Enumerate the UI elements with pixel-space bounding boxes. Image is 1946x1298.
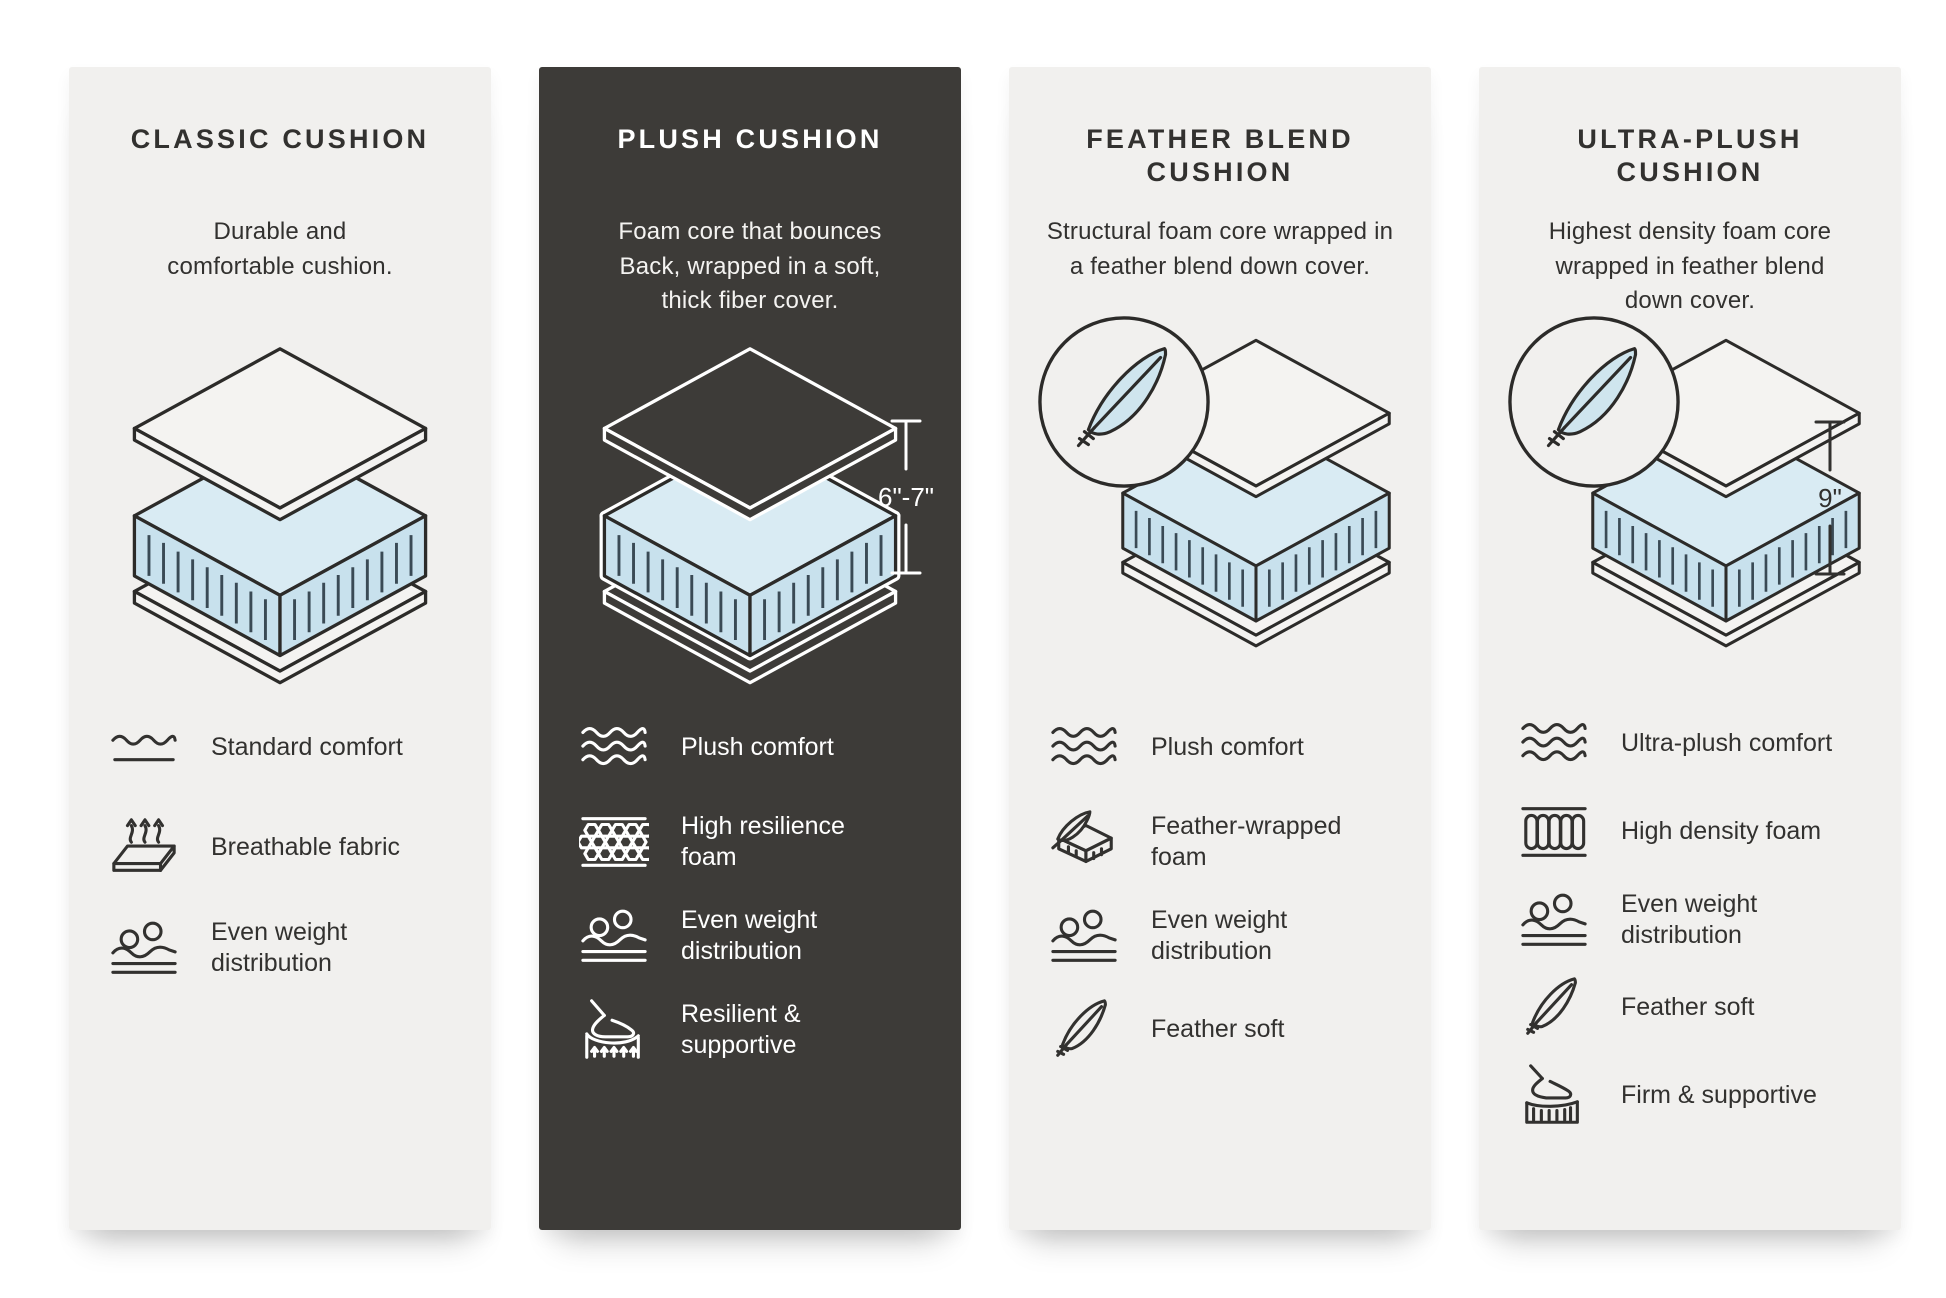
feature-row bbox=[577, 995, 961, 1065]
feature-row bbox=[1517, 709, 1901, 779]
even-weight-icon bbox=[1047, 901, 1121, 971]
card-ultra-plush-cushion bbox=[1479, 67, 1901, 1230]
feature-label: Ultra-plush comfort bbox=[1621, 729, 1833, 758]
feather-badge-icon bbox=[1035, 313, 1213, 491]
card-description: Structural foam core wrapped in a feather blend down cover. bbox=[1046, 218, 1394, 280]
breathable-fabric-icon bbox=[107, 813, 181, 883]
wave-comfort-icon bbox=[1517, 709, 1591, 779]
wave-comfort-icon bbox=[107, 713, 181, 783]
measure-label: 6"-7" bbox=[877, 482, 935, 512]
honeycomb-foam-icon bbox=[577, 807, 651, 877]
feature-label: Feather-wrapped foam bbox=[1151, 811, 1342, 871]
card-description: Highest density foam core wrapped in feather blend down cover. bbox=[1548, 218, 1832, 315]
feature-label: Even weight distribution bbox=[681, 905, 818, 965]
even-weight-icon bbox=[1517, 885, 1591, 955]
feature-row bbox=[1047, 995, 1431, 1065]
title-line: CUSHION bbox=[1146, 156, 1294, 187]
feather-badge-icon bbox=[1505, 313, 1683, 491]
card-classic-cushion bbox=[69, 67, 491, 1230]
feature-label: Feather soft bbox=[1151, 1015, 1285, 1044]
feature-list bbox=[1009, 713, 1431, 1065]
wave-comfort-icon bbox=[577, 713, 651, 783]
card-title bbox=[1009, 123, 1431, 193]
firm-support-icon bbox=[1517, 1061, 1591, 1131]
card-header bbox=[1009, 67, 1431, 317]
measure-label: 9" bbox=[1818, 483, 1842, 513]
card-description: Foam core that bounces Back, wrapped in a soft, thick fiber cover. bbox=[618, 218, 882, 315]
feature-label: Plush comfort bbox=[1151, 733, 1304, 762]
feature-label: Feather soft bbox=[1621, 993, 1755, 1022]
even-weight-icon bbox=[107, 913, 181, 983]
resilient-support-icon bbox=[577, 995, 651, 1065]
feature-row bbox=[577, 807, 961, 877]
card-header bbox=[539, 67, 961, 317]
card-header bbox=[69, 67, 491, 317]
cushion-diagram bbox=[1479, 317, 1901, 667]
card-plush-cushion bbox=[539, 67, 961, 1230]
feature-row bbox=[1517, 797, 1901, 867]
feature-row bbox=[1047, 713, 1431, 783]
title-line: ULTRA-PLUSH bbox=[1577, 124, 1803, 154]
feature-row bbox=[107, 813, 491, 883]
feature-label: Breathable fabric bbox=[211, 833, 401, 862]
even-weight-icon bbox=[577, 901, 651, 971]
feature-label: Even weight distribution bbox=[211, 917, 348, 977]
feature-list bbox=[1479, 709, 1901, 1131]
title-line: CUSHION bbox=[1616, 156, 1764, 187]
feather-icon bbox=[1047, 995, 1121, 1065]
feature-row bbox=[577, 713, 961, 783]
feature-list bbox=[539, 713, 961, 1065]
card-description: Durable and comfortable cushion. bbox=[167, 218, 393, 280]
feature-label: Standard comfort bbox=[211, 733, 403, 762]
feature-row bbox=[107, 913, 491, 983]
cushion-diagram bbox=[1009, 317, 1431, 667]
cushion-diagram bbox=[69, 317, 491, 667]
feature-row bbox=[1517, 973, 1901, 1043]
height-measure bbox=[1807, 418, 1853, 583]
card-title bbox=[539, 123, 961, 193]
feature-row bbox=[107, 713, 491, 783]
feature-label: High resilience foam bbox=[681, 811, 845, 871]
feather-wrapped-foam-icon bbox=[1047, 807, 1121, 877]
foam-capsules-icon bbox=[1517, 797, 1591, 867]
cushion-layers-diagram bbox=[585, 343, 915, 685]
feather-icon bbox=[1517, 973, 1591, 1043]
feature-row bbox=[1517, 1061, 1901, 1131]
feature-label: Resilient & supportive bbox=[681, 999, 801, 1059]
feature-list bbox=[69, 713, 491, 983]
title-line: FEATHER BLEND bbox=[1086, 124, 1354, 154]
title-line: CLASSIC CUSHION bbox=[130, 124, 430, 154]
cushion-diagram bbox=[539, 317, 961, 667]
card-feather-blend-cushion bbox=[1009, 67, 1431, 1230]
feature-label: Even weight distribution bbox=[1151, 905, 1288, 965]
card-header bbox=[1479, 67, 1901, 317]
feature-label: Plush comfort bbox=[681, 733, 834, 762]
cushion-layers-diagram bbox=[115, 343, 445, 685]
feature-row bbox=[577, 901, 961, 971]
height-measure bbox=[877, 417, 935, 582]
card-title bbox=[1479, 123, 1901, 193]
feature-label: Firm & supportive bbox=[1621, 1081, 1817, 1110]
wave-comfort-icon bbox=[1047, 713, 1121, 783]
feature-label: Even weight distribution bbox=[1621, 889, 1758, 949]
feature-row bbox=[1047, 901, 1431, 971]
feature-row bbox=[1047, 807, 1431, 877]
feature-label: High density foam bbox=[1621, 817, 1822, 846]
title-line: PLUSH CUSHION bbox=[617, 124, 883, 154]
feature-row bbox=[1517, 885, 1901, 955]
card-title bbox=[69, 123, 491, 193]
